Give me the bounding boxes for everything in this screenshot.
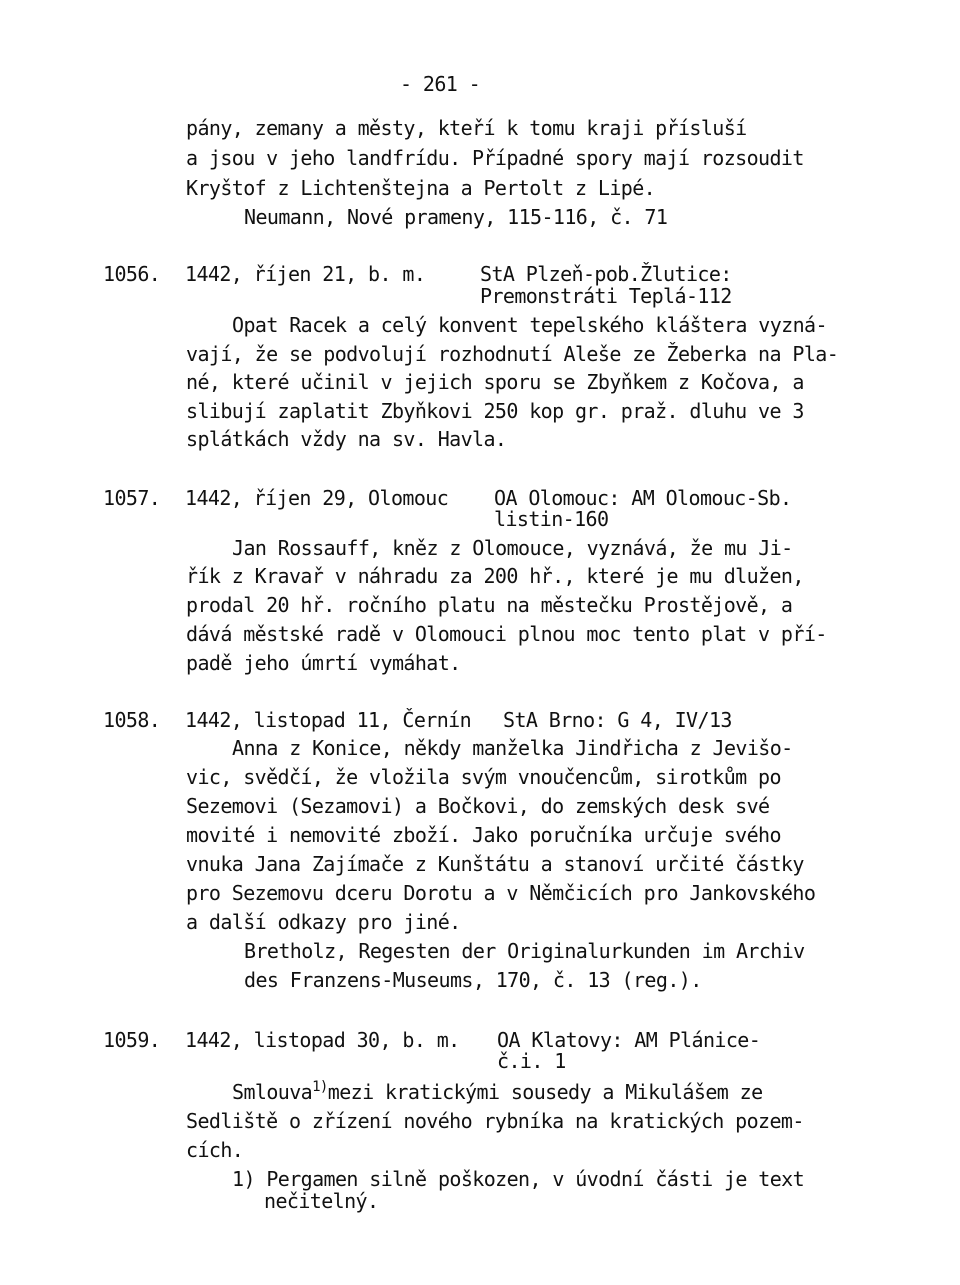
entry-archive: StA Brno: G 4, IV/13 [503, 708, 732, 732]
entry-number: 1057. [103, 486, 161, 510]
entry-reference: des Franzens-Museums, 170, č. 13 (reg.). [244, 968, 702, 992]
footnote-line: 1) Pergamen silně poškozen, v úvodní části je text [232, 1167, 805, 1191]
entry-text-line: slibují zaplatit Zbyňkovi 250 kop gr. praž. dluhu ve 3 [186, 399, 804, 423]
entry-date: 1442, listopad 30, b. m. [185, 1028, 460, 1052]
entry-text-line: Jan Rossauff, kněz z Olomouce, vyznává, že mu Ji- [232, 536, 793, 560]
entry-text-line: dává městské radě v Olomouci plnou moc tento plat v pří- [186, 622, 827, 646]
footnote-marker: 1) [312, 1079, 328, 1095]
entry-text-line [232, 1079, 763, 1104]
entry-text-line: Sezemovi (Sezamovi) a Bočkovi, do zemských desk své [186, 794, 770, 818]
entry-date: 1442, listopad 11, Černín [185, 708, 472, 732]
intro-line: pány, zemany a městy, kteří k tomu kraji přísluší [186, 116, 747, 140]
entry-text-line: vic, svědčí, že vložila svým vnoučencům, sirotkům po [186, 765, 781, 789]
entry-archive: StA Plzeň-pob.Žlutice: [480, 262, 732, 286]
entry-text-line: né, které učinil v jejich sporu se Zbyňkem z Kočova, a [186, 370, 804, 394]
page-number: - 261 - [400, 72, 481, 96]
entry-text-line: splátkách vždy na sv. Havla. [186, 427, 507, 451]
entry-text-line: vají, že se podvolují rozhodnutí Aleše ze Žeberka na Pla- [186, 342, 839, 366]
entry-archive: č.i. 1 [497, 1049, 566, 1073]
entry-archive: listin-160 [494, 507, 609, 531]
entry-text-line: a další odkazy pro jiné. [186, 910, 461, 934]
entry-text-line: movité i nemovité zboží. Jako poručníka určuje svého [186, 823, 781, 847]
entry-number: 1058. [103, 708, 161, 732]
entry-text-line: Opat Racek a celý konvent tepelského kláštera vyzná- [232, 313, 827, 337]
entry-text-line: Anna z Konice, někdy manželka Jindřicha z Jevišo- [232, 736, 793, 760]
entry-text-line: cích. [186, 1138, 244, 1162]
entry-text-line: vnuka Jana Zajímače z Kunštátu a stanoví určité částky [186, 852, 804, 876]
intro-line: Kryštof z Lichtenštejna a Pertolt z Lipé. [186, 176, 656, 200]
intro-reference: Neumann, Nové prameny, 115-116, č. 71 [244, 205, 668, 229]
entry-text-line: Sedliště o zřízení nového rybníka na kratických pozem- [186, 1109, 804, 1133]
entry-date: 1442, říjen 21, b. m. [185, 262, 426, 286]
entry-text-line: prodal 20 hř. ročního platu na městečku Prostějově, a [186, 593, 793, 617]
entry-date: 1442, říjen 29, Olomouc [185, 486, 449, 510]
entry-reference: Bretholz, Regesten der Originalurkunden im Archiv [244, 939, 805, 963]
entry-number: 1059. [103, 1028, 161, 1052]
entry-archive: OA Klatovy: AM Plánice- [497, 1028, 761, 1052]
footnote-line: nečitelný. [264, 1189, 379, 1213]
entry-text-first-word: Smlouva [232, 1080, 313, 1104]
entry-archive: Premonstráti Teplá-112 [480, 284, 732, 308]
entry-text-line: pro Sezemovu dceru Dorotu a v Němčicích pro Jankovského [186, 881, 816, 905]
entry-text-first-rest: mezi kratickými sousedy a Mikulášem ze [327, 1080, 763, 1104]
entry-archive: OA Olomouc: AM Olomouc-Sb. [494, 486, 792, 510]
intro-line: a jsou v jeho landfrídu. Případné spory mají rozsoudit [186, 146, 804, 170]
entry-number: 1056. [103, 262, 161, 286]
entry-text-line: padě jeho úmrtí vymáhat. [186, 651, 461, 675]
entry-text-line: řík z Kravař v náhradu za 200 hř., které je mu dlužen, [186, 564, 804, 588]
